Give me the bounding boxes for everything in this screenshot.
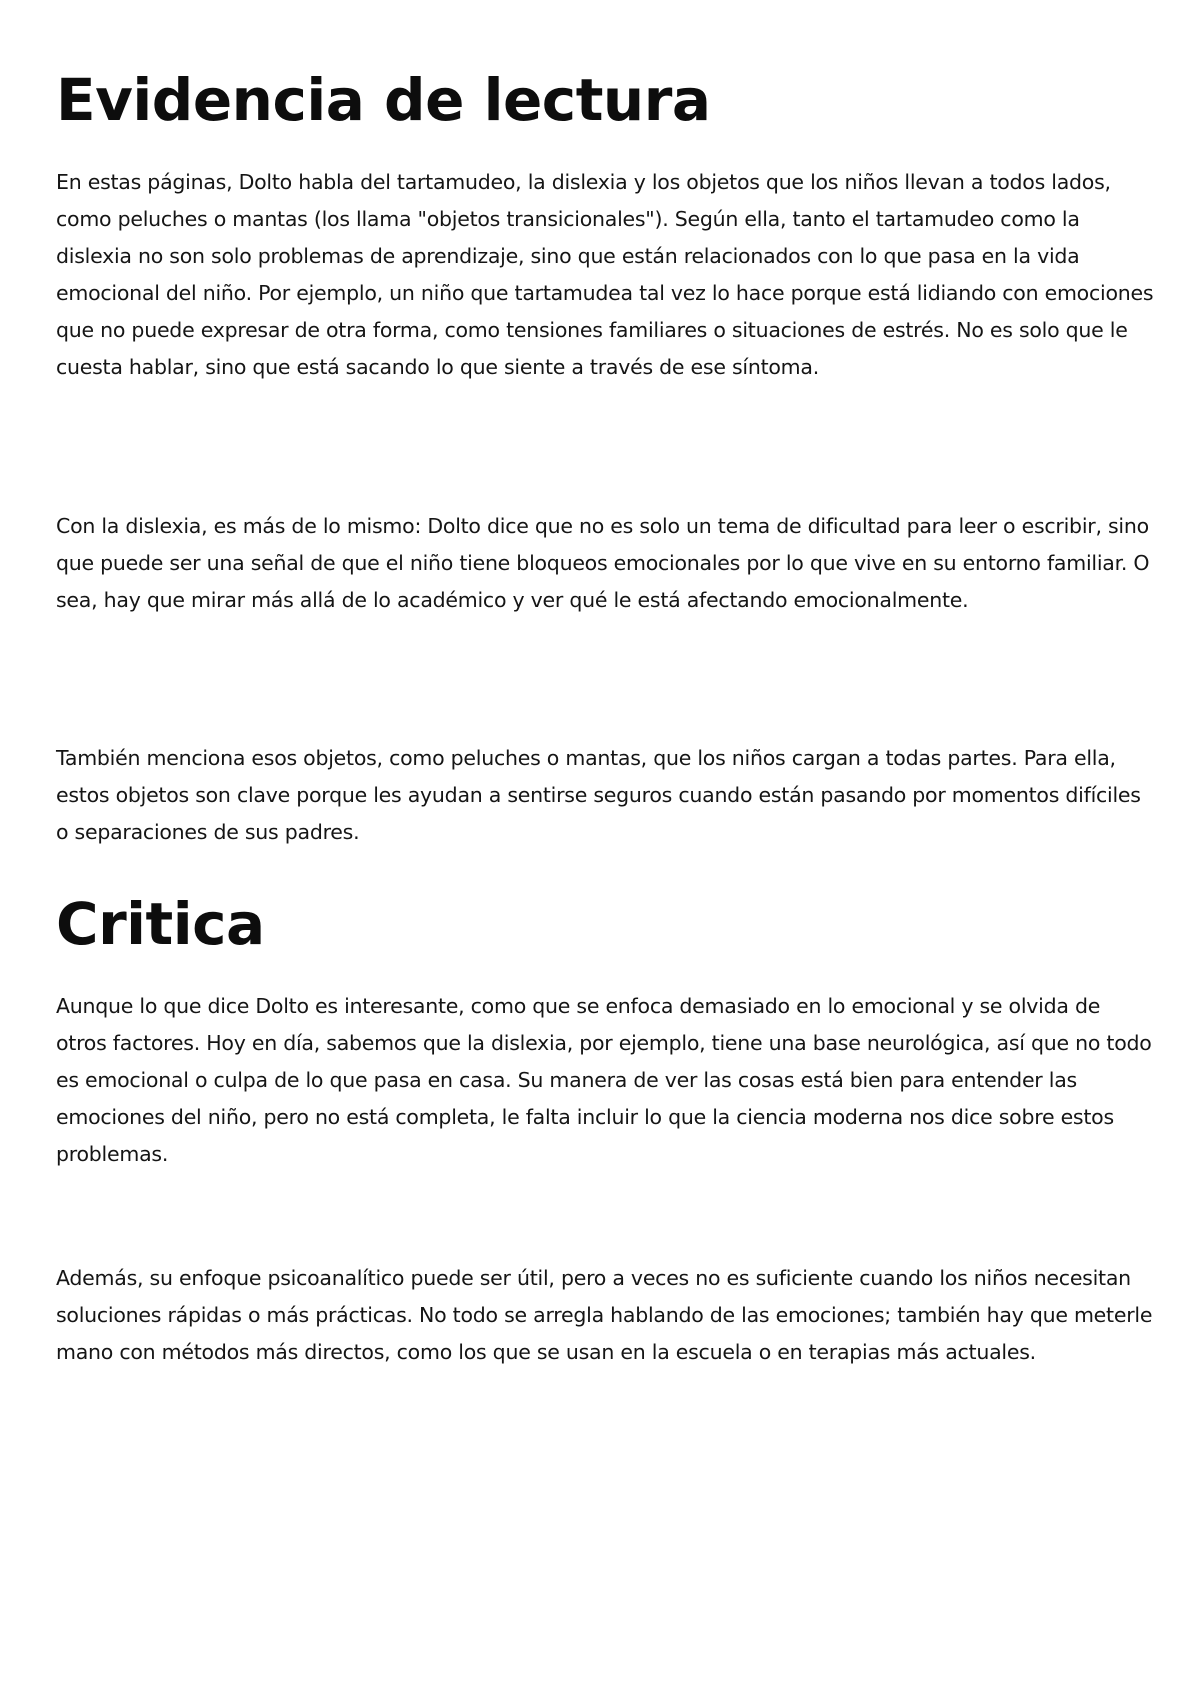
- paragraph: En estas páginas, Dolto habla del tartamudeo, la dislexia y los objetos que los niños llevan a todos lados, como peluches o mantas (los llama "objetos transicionales"). Según ella, tanto el tartamudeo como la dislexia no son solo problemas de aprendizaje, sino que están relacionados con lo que pasa en la vida emocional del niño. Por ejemplo, un niño que tartamudea tal vez lo hace porque está lidiando con emociones que no puede expresar de otra forma, como tensiones familiares o situaciones de estrés. No es solo que le cuesta hablar, sino que está sacando lo que siente a través de ese síntoma.: [56, 170, 1154, 379]
- paragraph: Con la dislexia, es más de lo mismo: Dolto dice que no es solo un tema de dificultad para leer o escribir, sino que puede ser una señal de que el niño tiene bloqueos emocionales por lo que vive en su entorno familiar. O sea, hay que mirar más allá de lo académico y ver qué le está afectando emocionalmente.: [56, 514, 1150, 612]
- paragraph: Además, su enfoque psicoanalítico puede ser útil, pero a veces no es suficiente cuando los niños necesitan soluciones rápidas o más prácticas. No todo se arregla hablando de las emociones; también hay que meterle mano con métodos más directos, como los que se usan en la escuela o en terapias más actuales.: [56, 1266, 1153, 1364]
- section-heading-evidencia-de-lectura: Evidencia de lectura: [56, 66, 711, 134]
- paragraph: Aunque lo que dice Dolto es interesante, como que se enfoca demasiado en lo emocional y se olvida de otros factores. Hoy en día, sabemos que la dislexia, por ejemplo, tiene una base neurológica, así que no todo es emocional o culpa de lo que pasa en casa. Su manera de ver las cosas está bien para entender las emociones del niño, pero no está completa, le falta incluir lo que la ciencia moderna nos dice sobre estos problemas.: [56, 994, 1152, 1166]
- paragraph: También menciona esos objetos, como peluches o mantas, que los niños cargan a todas partes. Para ella, estos objetos son clave porque les ayudan a sentirse seguros cuando están pasando por momentos difíciles o separaciones de sus padres.: [56, 746, 1141, 844]
- section-heading-critica: Critica: [56, 890, 265, 958]
